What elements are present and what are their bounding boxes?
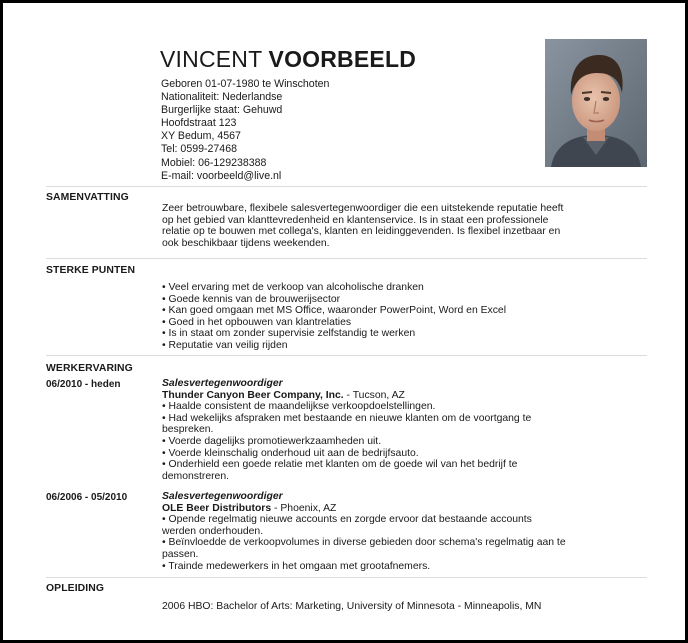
- contact-line-birth: Geboren 01-07-1980 te Winschoten: [161, 78, 330, 90]
- strengths-heading: STERKE PUNTEN: [46, 265, 136, 276]
- job-employer: [162, 503, 642, 515]
- contact-line-email: E-mail: voorbeeld@live.nl: [161, 169, 282, 182]
- company-location: - Tucson, AZ: [343, 389, 405, 401]
- strengths-list: [162, 282, 642, 352]
- job-duty: • Beïnvloedde de verkoopvolumes in diverse gebieden door schema's regelmatig aan te: [162, 537, 566, 549]
- education-text: [162, 601, 642, 613]
- last-name: VOORBEELD: [268, 46, 417, 72]
- education-heading: OPLEIDING: [46, 583, 105, 594]
- job-duty: • Onderhield een goede relatie met klanten om de goede wil van het bedrijf te: [162, 459, 518, 471]
- summary-heading: SAMENVATTING: [46, 192, 129, 203]
- strength-item: • Veel ervaring met de verkoop van alcoholische dranken: [162, 282, 424, 293]
- candidate-name: [160, 45, 416, 73]
- job-dates: 06/2010 - heden: [46, 379, 121, 390]
- job-dates: 06/2006 - 05/2010: [46, 492, 128, 503]
- contact-line-mobile: Mobiel: 06-129238388: [161, 156, 267, 169]
- portrait-image: [545, 39, 647, 167]
- contact-line-city: XY Bedum, 4567: [161, 130, 241, 143]
- experience-heading: WERKERVARING: [46, 363, 133, 374]
- job-duty: • Trainde medewerkers in het omgaan met grootafnemers.: [162, 560, 431, 572]
- contact-line-marital-status: Burgerlijke staat: Gehuwd: [161, 104, 283, 117]
- summary-text: [162, 203, 642, 249]
- strength-item: • Is in staat om zonder supervisie zelfstandig te werken: [162, 328, 416, 340]
- summary-line: Zeer betrouwbare, flexibele salesvertegenwoordiger die een uitstekende reputatie heeft: [162, 203, 564, 214]
- header-divider: [46, 186, 647, 187]
- job-duty: bespreken.: [162, 424, 214, 436]
- job-duty: werden onderhouden.: [162, 525, 264, 537]
- summary-line: ook beschikbaar tijdens weekenden.: [162, 237, 330, 249]
- profile-photo: [545, 39, 647, 167]
- job-duty: • Haalde consistent de maandelijkse verkoopdoelstellingen.: [162, 401, 436, 413]
- company-location: - Phoenix, AZ: [271, 502, 337, 514]
- job-entry: [162, 491, 642, 572]
- contact-line-phone: Tel: 0599-27468: [161, 143, 237, 156]
- strength-item: • Reputatie van veilig rijden: [162, 339, 288, 351]
- company-name: OLE Beer Distributors: [162, 502, 272, 514]
- strength-item: • Goede kennis van de brouwerijsector: [162, 293, 341, 305]
- job-title: Salesvertegenwoordiger: [162, 491, 283, 502]
- first-name: VINCENT: [160, 46, 262, 72]
- strength-item: • Goed in het opbouwen van klantrelaties: [162, 316, 352, 328]
- job-title: Salesvertegenwoordiger: [162, 378, 283, 389]
- summary-line: relatie op te bouwen met collega's, klanten en leidinggevenden. Is flexibel inzetbaar en: [162, 226, 561, 238]
- strength-item: • Kan goed omgaan met MS Office, waaronder PowerPoint, Word en Excel: [162, 305, 507, 317]
- job-entry: [162, 378, 642, 482]
- experience-divider: [46, 577, 647, 578]
- job-duty: • Voerde dagelijks promotiewerkzaamheden uit.: [162, 435, 382, 447]
- job-duty: • Had wekelijks afspraken met bestaande en nieuwe klanten om de voortgang te: [162, 412, 532, 424]
- education-line: 2006 HBO: Bachelor of Arts: Marketing, University of Minnesota - Minneapolis, MN: [162, 601, 542, 612]
- job-employer: [162, 390, 642, 402]
- summary-divider: [46, 258, 647, 259]
- job-duty: demonstreren.: [162, 470, 229, 482]
- contact-details: [161, 78, 329, 183]
- contact-line-nationality: Nationaliteit: Nederlandse: [161, 91, 283, 104]
- job-duty: • Opende regelmatig nieuwe accounts en zorgde ervoor dat bestaande accounts: [162, 514, 532, 526]
- summary-line: op het gebied van klanttevredenheid en klantenservice. Is in staat een professionele: [162, 214, 549, 226]
- contact-line-street: Hoofdstraat 123: [161, 117, 237, 130]
- strengths-divider: [46, 355, 647, 356]
- company-name: Thunder Canyon Beer Company, Inc.: [162, 389, 344, 401]
- job-duty: • Voerde kleinschalig onderhoud uit aan de bedrijfsauto.: [162, 447, 419, 459]
- job-duty: passen.: [162, 548, 199, 560]
